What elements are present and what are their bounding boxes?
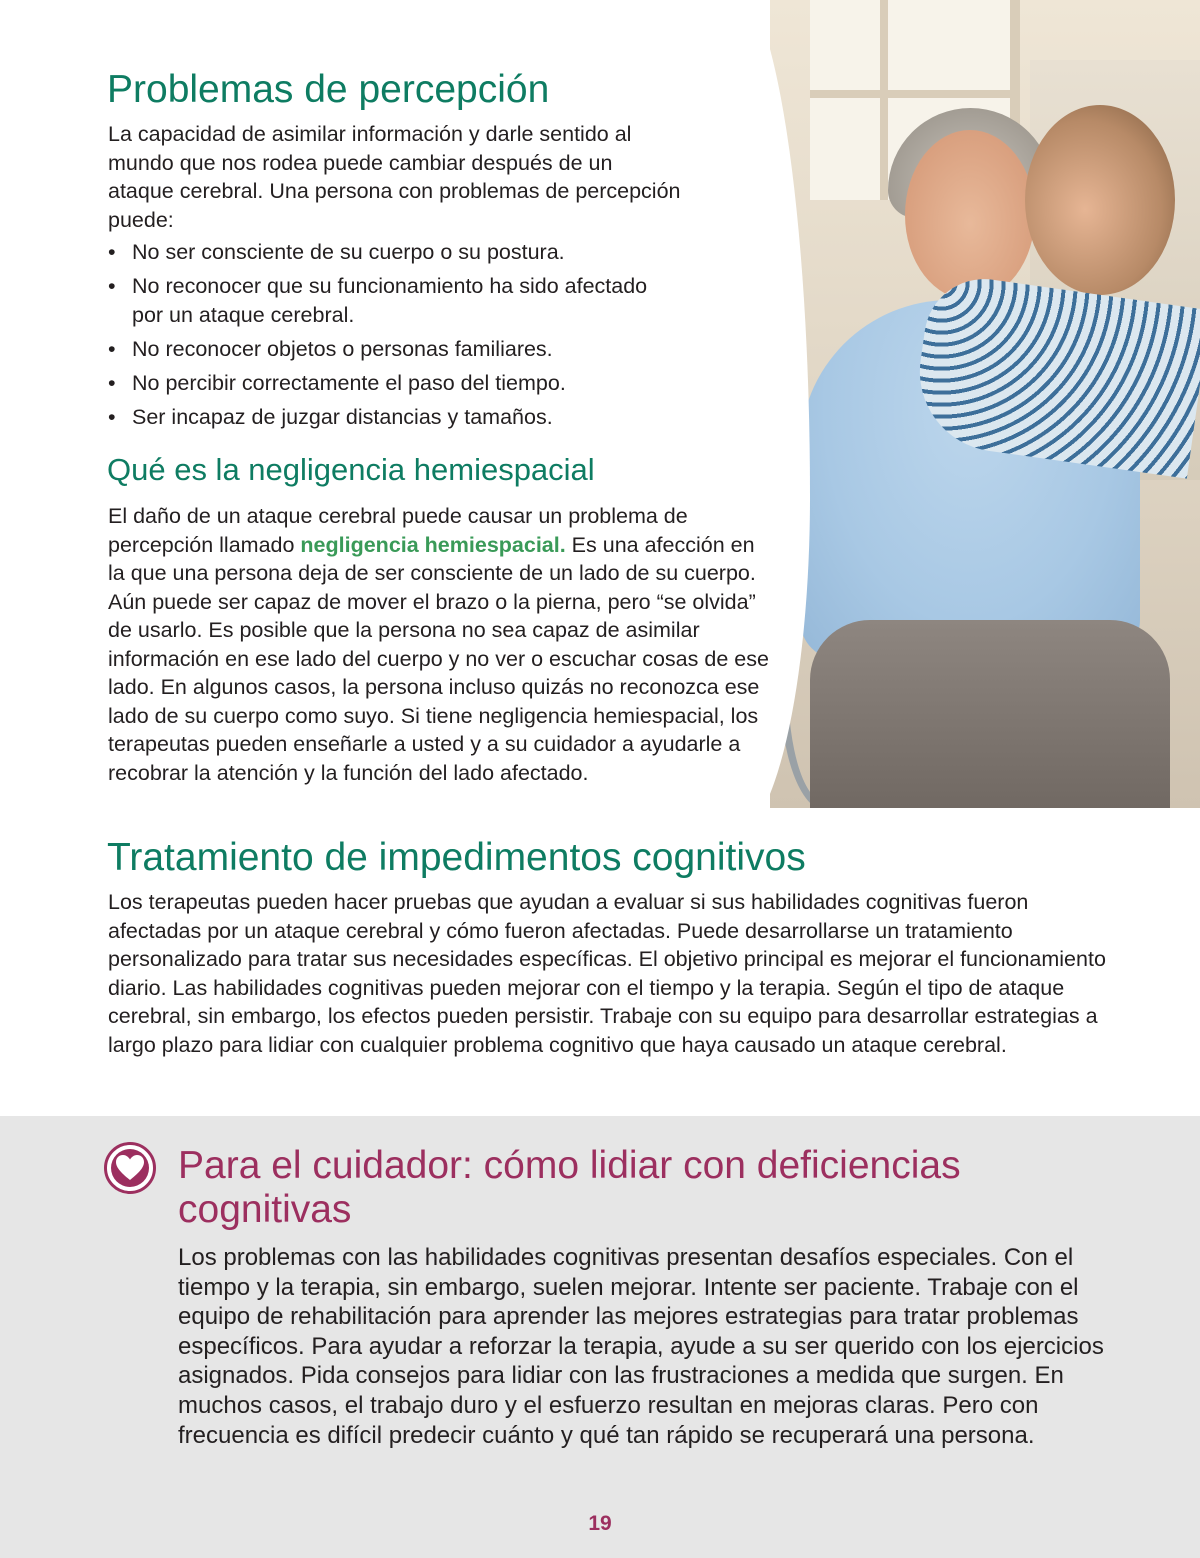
bullet-icon: • bbox=[108, 240, 116, 264]
heart-icon bbox=[104, 1142, 156, 1194]
section-title-perception: Problemas de percepción bbox=[107, 68, 550, 111]
perception-intro: La capacidad de asimilar información y darle sentido al mundo que nos rodea puede cambiar después de un ataque cerebral. Una persona con problemas de percepción puede: bbox=[108, 122, 681, 232]
woman-face bbox=[905, 130, 1035, 300]
negligence-term: negligencia hemiespacial. bbox=[300, 532, 566, 557]
section-title-treatment: Tratamiento de impedimentos cognitivos bbox=[107, 836, 806, 879]
list-item-text: No reconocer objetos o personas familiares. bbox=[132, 336, 553, 361]
list-item bbox=[108, 238, 668, 267]
list-item bbox=[108, 335, 668, 364]
list-item bbox=[108, 403, 668, 432]
page-number: 19 bbox=[588, 1512, 612, 1535]
treatment-paragraph: Los terapeutas pueden hacer pruebas que ayudan a evaluar si sus habilidades cognitivas fueron afectadas por un ataque cerebral y cómo fueron afectadas. Puede desarrollarse un tratamiento personalizado para tratar sus necesidades específicas. El objetivo principal es mejorar el funcionamiento diario. Las habilidades cognitivas pueden mejorar con el tiempo y la terapia. Según el tipo de ataque cerebral, sin embargo, los efectos pueden persistir. Trabaje con su equipo para desarrollar estrategias a largo plazo para lidiar con cualquier problema cognitivo que haya causado un ataque cerebral. bbox=[108, 890, 1106, 1057]
caregiver-paragraph: Los problemas con las habilidades cognitivas presentan desafíos especiales. Con el tiempo y la terapia, sin embargo, suelen mejorar. Intente ser paciente. Trabaje con el equipo de rehabilitación para aprender las mejores estrategias para tratar problemas específicos. Para ayudar a reforzar la terapia, ayude a su ser querido con los ejercicios asignados. Pida consejos para lidiar con las frustraciones a medida que surgen. En muchos casos, el trabajo duro y el esfuerzo resultan en mejoras claras. Pero con frecuencia es difícil predecir cuánto y qué tan rápido se recuperará una persona. bbox=[178, 1244, 1104, 1449]
photo-grandmother-granddaughter bbox=[770, 0, 1200, 808]
bullet-icon: • bbox=[108, 404, 116, 429]
woman-pants bbox=[810, 620, 1170, 808]
list-item-text: No percibir correctamente el paso del tiempo. bbox=[132, 370, 566, 395]
perception-bullet-list bbox=[108, 238, 668, 437]
bullet-icon: • bbox=[108, 370, 116, 395]
list-item bbox=[108, 369, 668, 398]
negligence-text-before: El daño de un ataque cerebral puede causar un problema de percepción llamado bbox=[108, 504, 688, 557]
list-item-text: No reconocer que su funcionamiento ha sido afectado por un ataque cerebral. bbox=[132, 274, 648, 327]
caregiver-title: Para el cuidador: cómo lidiar con deficiencias cognitivas bbox=[178, 1144, 961, 1231]
negligence-text-after: Es una afección en la que una persona deja de ser consciente de un lado de su cuerpo. Aún puede ser capaz de mover el brazo o la pierna, pero “se olvida” de usarlo. Es posible que la persona no sea capaz de asimilar información en ese lado del cuerpo y no ver o escuchar cosas de ese lado. En algunos casos, la persona incluso quizás no reconozca ese lado de su cuerpo como suyo. Si tiene negligencia hemiespacial, los terapeutas pueden enseñarle a usted y a su cuidador a ayudarle a recobrar la atención y la función del lado afectado. bbox=[108, 532, 769, 785]
list-item-text: Ser incapaz de juzgar distancias y tamaños. bbox=[132, 404, 553, 429]
section-title-negligence: Qué es la negligencia hemiespacial bbox=[107, 452, 595, 487]
list-item bbox=[108, 272, 668, 329]
list-item-text: No ser consciente de su cuerpo o su postura. bbox=[132, 240, 565, 264]
negligence-paragraph bbox=[108, 502, 773, 787]
girl-face bbox=[1025, 105, 1175, 295]
bullet-icon: • bbox=[108, 336, 116, 361]
bullet-icon: • bbox=[108, 274, 116, 298]
